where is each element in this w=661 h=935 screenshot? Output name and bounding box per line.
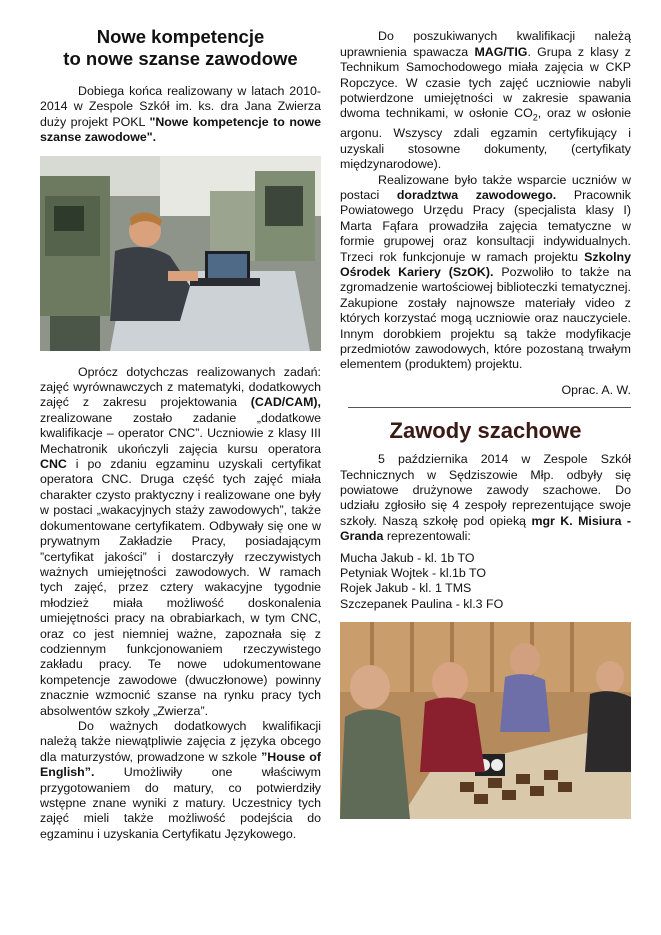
article-title	[40, 26, 321, 70]
list-item: Petyniak Wojtek - kl.1b TO	[340, 566, 486, 581]
paragraph-welding: Do poszukiwanych kwalifikacji należą uprawnienia spawacza MAG/TIG. Grupa z klasy z Technikum Samochodowego miała zajęcia w CKP Ropczyce. W czasie tych zajęć uczniowie nabyli potwierdzone umiejętności w zakresie spawania dwoma technikami, w osłonie $CO_2$, oraz w osłonie argonu. Wszyscy zdali egzamin certyfikujący i uzyskali stosowne dokumenty, (certyfikaty międzynarodowe).	[340, 29, 631, 172]
paragraph-career: Realizowane było także wsparcie uczniów w postaci doradztwa zawodowego. Pracownik Powiatowego Urzędu Pracy (specjalista klasy I) Marta Fąfara prowadziła zajęcia tematyczne w formie grupowej oraz konsultacji indywidualnych. Trzeci rok funkcjonuje w ramach projektu Szkolny Ośrodek Kariery (SzOK). Pozwoliło to także na zgromadzenie wartościowej biblioteczki tematycznej. Zakupione zostały najnowsze materiały video z których korzystać mogą uczniowie oraz nauczyciele. Innym dorobkiem projektu są także modyfikacje przedmiotów zawodowych, które pozostaną trwałym elementem (produktem) projektu.	[340, 172, 631, 372]
author-signature: Oprac. A. W.	[561, 382, 631, 397]
title-line-1: Nowe kompetencje	[96, 26, 265, 47]
paragraph-chess: 5 października 2014 w Zespole Szkół Technicznych w Sędziszowie Młp. odbyły się powiatowe drużynowe zawody szachowe. Do udziału zgłosiło się 4 zespoły reprezentujące swoje szkoły. Naszą szkołę pod opieką mgr K. Misiura - Granda reprezentowali:	[340, 452, 631, 544]
section-divider	[348, 407, 631, 408]
paragraph-english: Do ważnych dodatkowych kwalifikacji należą także niewątpliwie zajęcia z języka obcego dla maturzystów, prowadzone w szkole ”House of English”. Umożliwiły one właściwym przygotowaniem do matury, co potwierdziły wstępne znane wyniki z matury. Uczestnicy tych zajęć mieli także możliwość podejścia do egzaminu i uzyskania Certyfikatu Językowego.	[40, 718, 322, 841]
player-list	[340, 551, 631, 613]
list-item: Rojek Jakub - kl. 1 TMS	[340, 581, 472, 596]
title-line-2: to nowe szanse zawodowe	[63, 48, 298, 69]
list-item: Mucha Jakub - kl. 1b TO	[340, 550, 475, 565]
paragraph-intro: Dobiega końca realizowany w latach 2010-2014 w Zespole Szkół im. ks. dra Jana Zwierza duży projekt POKL "Nowe kompetencje to nowe szanse zawodowe".	[40, 84, 321, 145]
chess-photo	[340, 622, 631, 819]
workshop-photo	[40, 156, 321, 351]
chess-title: Zawody szachowe	[389, 418, 582, 444]
right-column	[340, 14, 631, 819]
list-item: Szczepanek Paulina - kl.3 FO	[340, 596, 504, 611]
left-column	[40, 26, 321, 842]
paragraph-cnc: Oprócz dotychczas realizowanych zadań: zajęć wyrównawczych z matematyki, dodatkowych zajęć z zakresu projektowania (CAD/CAM), zrealizowane zostało zadanie „dodatkowe kwalifikacje – operator CNC”. Uczniowie z klasy III Mechatronik ukończyli zajęcia kursu operatora CNC i po zdaniu egzaminu uzyskali certyfikat operatora CNC. Druga część tych zajęć miała charakter czysto praktyczny i realizowane one były w postaci „wakacyjnych staży zawodowych”, także dokumentowane certyfikatem. Odbywały się one w prywatnym Zakładzie Pracy, posiadającym ”certyfikat jakości” i dostarczyły rzeczywistych ważnych umiejętności zawodowych. W ramach tych zajęć, przez cztery wakacyjne tygodnie młodzież miała możliwość doskonalenia umiejętności pracy na obrabiarkach, w tym CNC, oraz co jest niemniej ważne, zapoznała się z codziennym funkcjonowaniem rzeczywistego zakładu pracy. Te nowe udokumentowane kompetencje zawodowe (dwuczłonowe) powinny znacznie wzmocnić szanse na rynku pracy tych absolwentów szkoły „Zwierza”.	[40, 364, 321, 718]
